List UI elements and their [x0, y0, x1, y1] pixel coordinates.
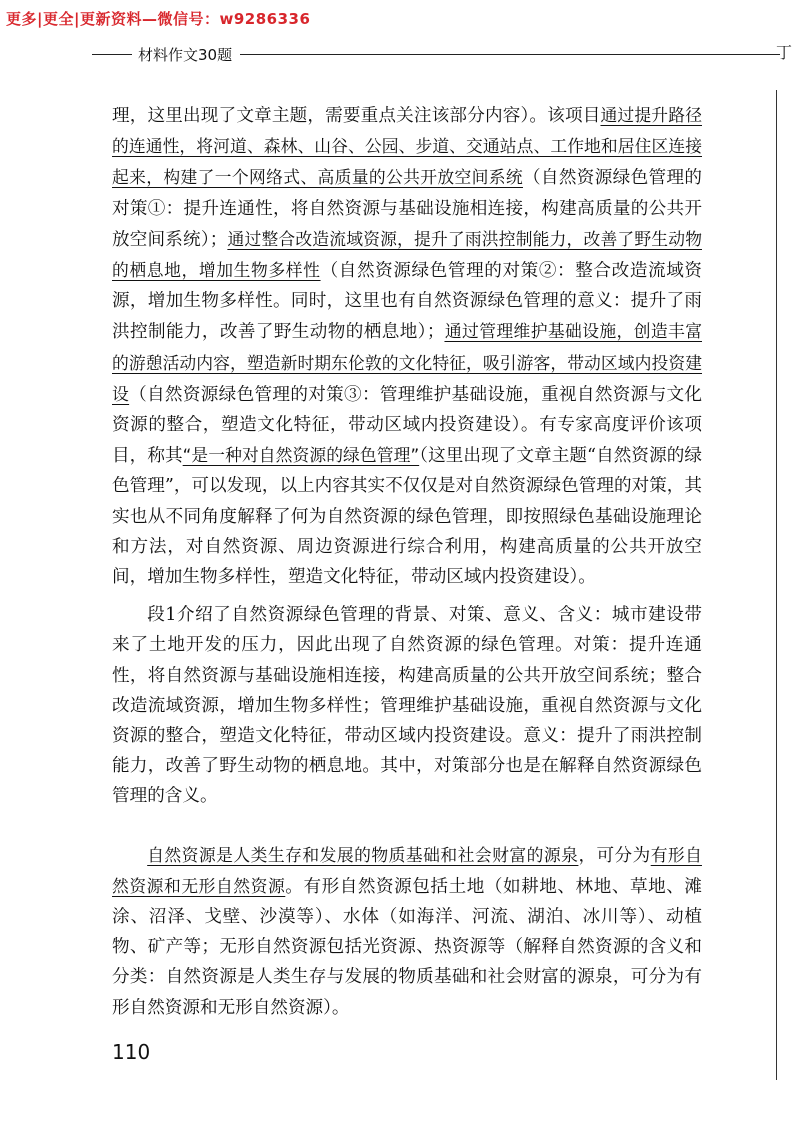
page-number: 110	[112, 1040, 151, 1064]
book-title: 材料作文30题	[138, 46, 233, 64]
body-text: （自然资源绿色管理的对策③：管理维护基础设施，重视自然资源与文化资源的整合，塑造文化特征，带动区域内投资建设）。有专家高度评价该项目，称其	[112, 384, 702, 467]
body-text: 。有形自然资源包括土地（如耕地、林地、草地、滩涂、沼泽、戈壁、沙漠等）、水体（如海洋、河流、湖泊、冰川等）、动植物、矿产等；无形自然资源包括光资源、热资源等（解释自然资源的含义和分类：自然资源是人类生存与发展的物质基础和社会财富的源泉，可分为有形自然资源和无形自然资源）。	[112, 876, 702, 1018]
underlined-text: 通过管理维护基础设施，创造丰富的游憩活动内容，塑造新时期东伦敦的文化特征，吸引游客，带动区域内投资建设	[112, 321, 702, 404]
page-body	[112, 100, 702, 1023]
underlined-text: 有形自然资源和无形自然资源	[112, 844, 702, 896]
body-text: 理，这里出现了文章主题，需要重点关注该部分内容）。该项目	[112, 106, 601, 126]
underlined-text: 自然资源是人类生存和发展的物质基础和社会财富的源泉	[147, 844, 579, 865]
watermark-text: 更多|更全|更新资料—微信号：w9286336	[6, 10, 311, 28]
header-rule-left	[92, 54, 132, 55]
body-text: （这里出现了文章主题“自然资源的绿色管理”，可以发现，以上内容其实不仅仅是对自然资源绿色管理的对策，其实也从不同角度解释了何为自然资源的绿色管理，即按照绿色基础设施理论和方法，对自然资源、周边资源进行综合利用，构建高质量的公共开放空间，增加生物多样性，塑造文化特征，带动区域内投资建设）。	[112, 446, 702, 588]
paragraph-1	[112, 100, 702, 592]
underlined-text: 通过整合改造流域资源，提升了雨洪控制能力，改善了野生动物的栖息地，增加生物多样性	[112, 228, 702, 281]
header-rule-right	[240, 54, 780, 55]
paragraph-3	[112, 840, 702, 1023]
running-header	[92, 43, 793, 64]
underlined-text: 通过提升路径的连通性，将河道、森林、山谷、公园、步道、交通站点、工作地和居住区连接起来，构建了一个网络式、高质量的公共开放空间系统	[112, 105, 702, 188]
body-text: 段1介绍了自然资源绿色管理的背景、对策、意义、含义：城市建设带来了土地开发的压力，因此出现了自然资源的绿色管理。对策：提升连通性，将自然资源与基础设施相连接，构建高质量的公共开放空间系统；整合改造流域资源，增加生物多样性；管理维护基础设施，重视自然资源与文化资源的整合，塑造文化特征，带动区域内投资建设。意义：提升了雨洪控制能力，改善了野生动物的栖息地。其中，对策部分也是在解释自然资源绿色管理的含义。	[112, 605, 702, 807]
page-edge-line	[776, 90, 777, 1080]
body-text: （自然资源绿色管理的对策①：提升连通性，将自然资源与基础设施相连接，构建高质量的公共开放空间系统）；	[112, 168, 702, 250]
underlined-text: “是一种对自然资源的绿色管理”	[182, 445, 420, 466]
paragraph-2	[112, 600, 702, 811]
body-text: ，可分为	[578, 845, 651, 866]
body-text: （自然资源绿色管理的对策②：整合改造流域资源，增加生物多样性。同时，这里也有自然资源绿色管理的意义：提升了雨洪控制能力，改善了野生动物的栖息地）；	[112, 261, 702, 343]
header-corner-mark: 丁	[776, 43, 793, 62]
